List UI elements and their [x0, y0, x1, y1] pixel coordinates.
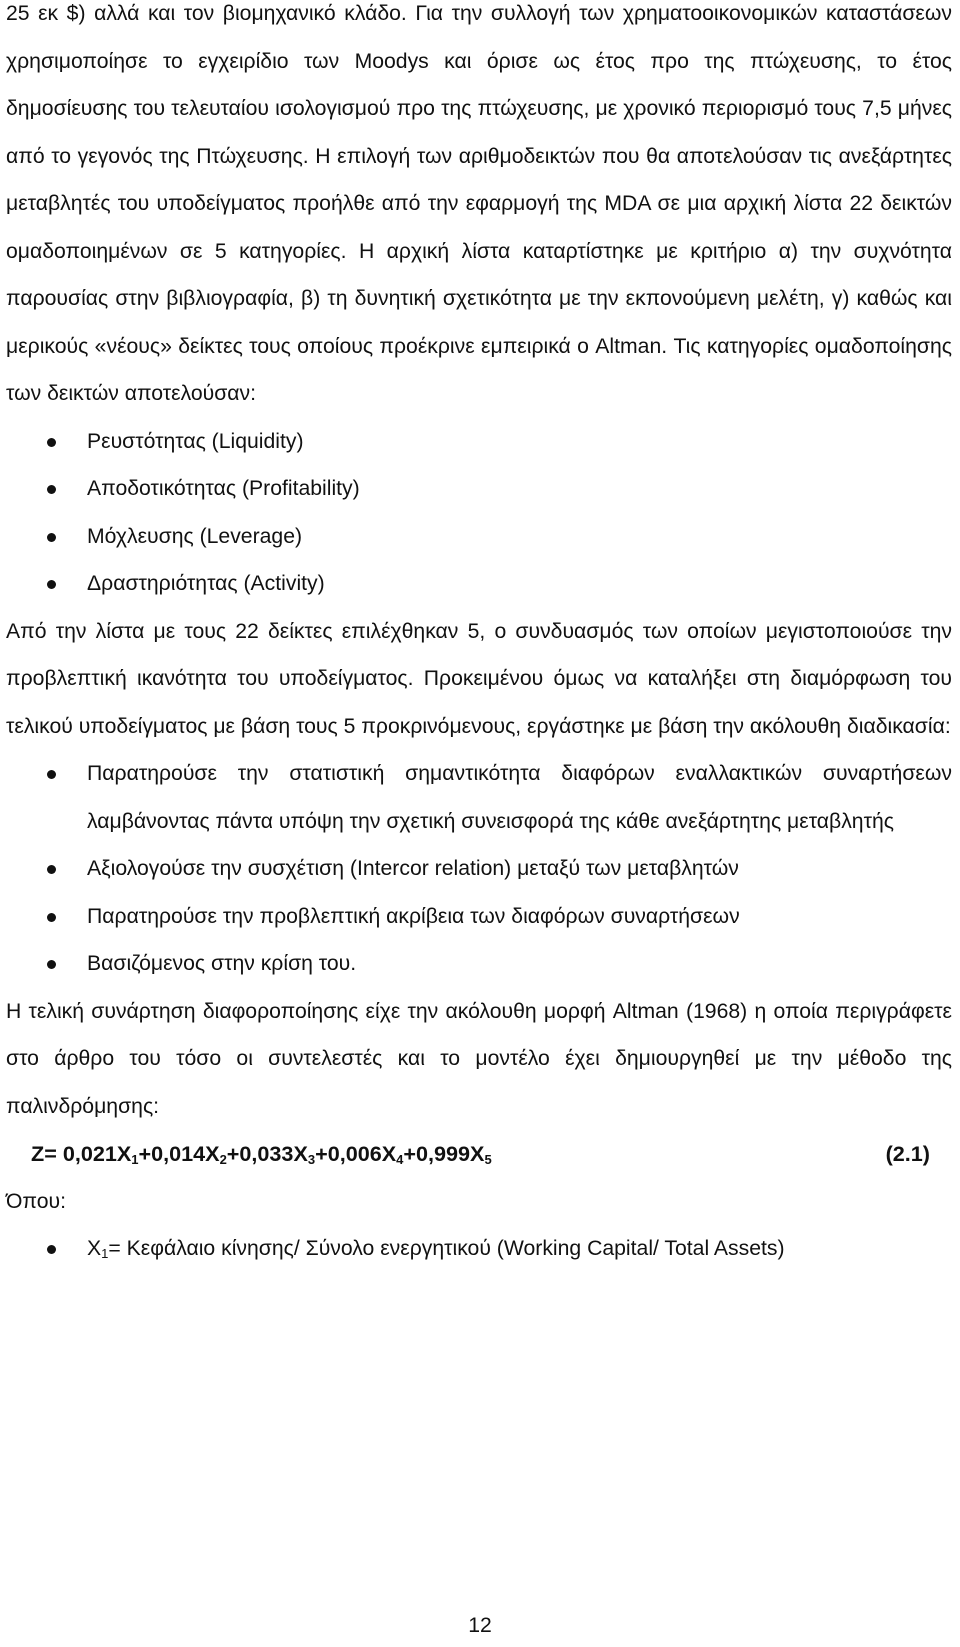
function-paragraph: Η τελική συνάρτηση διαφοροποίησης είχε την ακόλουθη μορφή Altman (1968) η οποία περιγράφετε στο άρθρο του τόσο οι συντελεστές και το μοντέλο έχει δημιουργηθεί με την μέθοδο της παλινδρόμησης:	[6, 999, 952, 1118]
intro-paragraph: 25 εκ $) αλλά και τον βιομηχανικό κλάδο. Για την συλλογή των χρηματοοικονομικών καταστάσεων χρησιμοποίησε το εγχειρίδιο των Moodys και όρισε ως έτος προ της πτώχευσης, το έτος δημοσίευσης του τελευταίου ισολογισμού προ της πτώχευσης, με χρονικό περιορισμό τους 7,5 μήνες από το γεγονός της Πτώχευσης. Η επιλογή των αριθμοδεικτών που θα αποτελούσαν τις ανεξάρτητες μεταβλητές του υποδείγματος προήλθε από την εφαρμογή της MDA σε μια αρχική λίστα 22 δεικτών ομαδοποιημένων σε 5 κατηγορίες. Η αρχική λίστα καταρτίστηκε με κριτήριο α) την συχνότητα παρουσίας στην βιβλιογραφία, β) τη δυνητική σχετικότητα με την εκπονούμενη μελέτη, γ) καθώς και μερικούς «νέους» δείκτες τους οποίους προέκρινε εμπειρικά ο Altman. Τις κατηγορίες ομαδοποίησης των δεικτών αποτελούσαν:	[6, 2, 952, 405]
formula-lhs: Z=	[31, 1141, 63, 1166]
page-number: 12	[468, 1614, 492, 1637]
formula-term: $+0,006X_4$	[315, 1141, 404, 1167]
equation-number: (2.1)	[885, 1141, 930, 1166]
altman-z-formula	[6, 1130, 952, 1178]
formula-term: $+0,999X_5$	[403, 1141, 492, 1167]
variable-symbol: X	[87, 1237, 102, 1260]
definition-list	[6, 1225, 952, 1273]
list-item: Βασιζόμενος στην κρίση του.	[6, 940, 952, 988]
list-item: Αξιολογούσε την συσχέτιση (Intercor relation) μεταξύ των μεταβλητών	[6, 845, 952, 893]
list-item: Μόχλευσης (Leverage)	[6, 513, 952, 561]
formula-term: $+0,014X_2$	[138, 1141, 227, 1167]
category-list	[6, 418, 952, 608]
list-item: Ρευστότητας (Liquidity)	[6, 418, 952, 466]
list-item: Δραστηριότητας (Activity)	[6, 560, 952, 608]
procedure-list	[6, 750, 952, 988]
variable-definition: = Κεφάλαιο κίνησης/ Σύνολο ενεργητικού (Working Capital/ Total Assets)	[108, 1237, 785, 1260]
variable-subscript: 1	[101, 1246, 109, 1261]
list-item	[6, 1225, 952, 1273]
list-item: Αποδοτικότητας (Profitability)	[6, 465, 952, 513]
formula-term: $+0,033X_3$	[226, 1141, 316, 1167]
formula-term: $0,021X_1$	[62, 1141, 139, 1167]
selection-paragraph: Από την λίστα με τους 22 δείκτες επιλέχθηκαν 5, ο συνδυασμός των οποίων μεγιστοποιούσε την προβλεπτική ικανότητα του υποδείγματος. Προκειμένου όμως να καταλήξει στη διαμόρφωση του τελικού υποδείγματος με βάση τους 5 προκρινόμενους, εργάστηκε με βάση την ακόλουθη διαδικασία:	[6, 619, 952, 738]
page-content	[6, 0, 952, 1273]
list-item: Παρατηρούσε την προβλεπτική ακρίβεια των διαφόρων συναρτήσεων	[6, 893, 952, 941]
where-label: Όπου:	[6, 1189, 66, 1213]
list-item: Παρατηρούσε την στατιστική σημαντικότητα διαφόρων εναλλακτικών συναρτήσεων λαμβάνοντας πάντα υπόψη την σχετική συνεισφορά της κάθε ανεξάρτητης μεταβλητής	[6, 750, 952, 845]
